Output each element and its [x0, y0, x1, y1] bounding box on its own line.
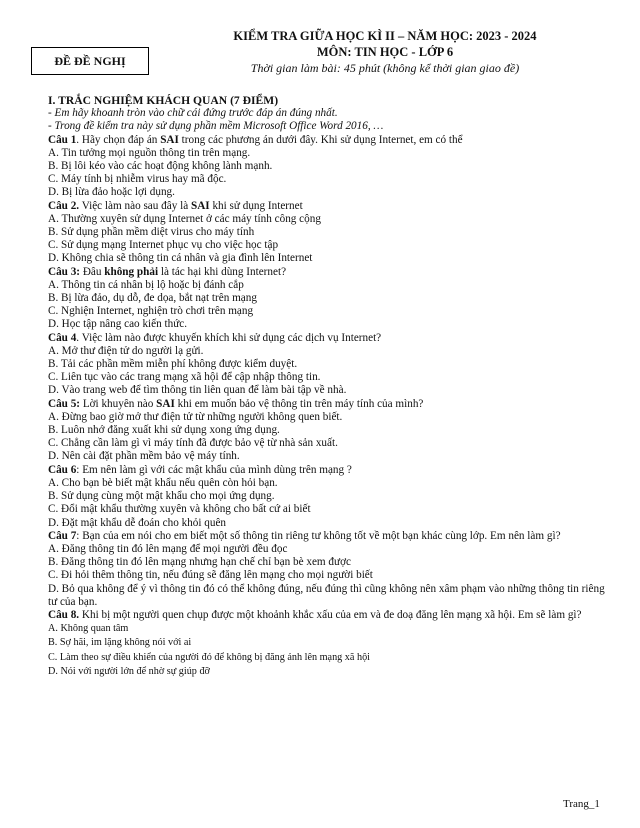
exam-content	[48, 94, 608, 679]
question-text-tail: trong các phương án dưới đây. Khi sử dụng Internet, em có thể	[178, 133, 463, 146]
answer-option: D. Nói với người lớn để nhờ sự giúp đỡ	[48, 665, 210, 677]
question-stem	[48, 464, 608, 477]
question-block	[48, 134, 608, 200]
question-block	[48, 398, 608, 464]
answer-option: D. Đặt mật khẩu dễ đoán cho khỏi quên	[48, 516, 227, 529]
answer-option: B. Luôn nhớ đăng xuất khi sử dụng xong ứng dụng.	[48, 424, 280, 437]
question-block	[48, 200, 608, 266]
question-separator: :	[76, 529, 80, 542]
answer-option: D. Không chia sẽ thông tin cá nhân và gia đình lên Internet	[48, 252, 313, 265]
proposal-badge: ĐỀ ĐỀ NGHỊ	[31, 47, 149, 75]
exam-title: KIỂM TRA GIỮA HỌC KÌ II – NĂM HỌC: 2023 - 2024	[233, 29, 537, 43]
question-label: Câu 3:	[48, 265, 81, 278]
question-stem	[48, 200, 608, 213]
question-text: Lời khuyên nào	[80, 397, 157, 410]
answer-option: C. Nghiện Internet, nghiện trò chơi trên mạng	[48, 305, 254, 318]
exam-time: Thời gian làm bài: 45 phút (không kể thời gian giao đề)	[250, 61, 520, 75]
answer-option: A. Đăng thông tin đó lên mạng để mọi người đều đọc	[48, 542, 288, 555]
answer-option: A. Tin tưởng mọi nguồn thông tin trên mạng.	[48, 146, 251, 159]
question-text-tail: khi em muốn bảo vệ thông tin trên máy tính của mình?	[174, 397, 424, 410]
answer-option: A. Mở thư điện tử do người lạ gửi.	[48, 344, 204, 357]
answer-option: C. Làm theo sự điều khiển của người đó để không bị đăng ảnh lên mạng xã hội	[48, 651, 370, 663]
question-stem	[48, 530, 608, 543]
answer-option: B. Sợ hãi, im lặng không nói với ai	[48, 637, 192, 649]
question-block	[48, 530, 608, 609]
answer-option: B. Đăng thông tin đó lên mạng nhưng hạn chế chỉ bạn bè xem được	[48, 556, 351, 569]
answer-option: A. Cho bạn bè biết mật khẩu nếu quên còn hỏi bạn.	[48, 476, 278, 489]
answer-option: B. Bị lôi kéo vào các hoạt động không lành mạnh.	[48, 160, 273, 173]
answer-option: A. Thông tin cá nhân bị lộ hoặc bị đánh cắp	[48, 278, 244, 291]
answer-option: D. Học tập nâng cao kiến thức.	[48, 318, 188, 331]
question-block	[48, 464, 608, 530]
instruction-line: - Trong đề kiểm tra này sử dụng phần mềm Microsoft Office Word 2016, …	[48, 120, 384, 133]
question-block	[48, 609, 608, 679]
question-text: Bạn của em nói cho em biết một số thông tin riêng tư không tốt về một bạn khác cùng lớp. Em nên làm gì?	[79, 529, 561, 542]
question-text: Việc làm nào sau đây là	[79, 199, 191, 212]
question-label: Câu 8.	[48, 608, 80, 621]
question-separator: .	[76, 331, 80, 344]
answer-option: A. Không quan tâm	[48, 623, 129, 635]
answer-option: C. Liên tục vào các trang mạng xã hội để cập nhập thông tin.	[48, 371, 321, 384]
question-stem	[48, 332, 608, 345]
question-emphasis: SAI	[160, 133, 179, 146]
question-label: Câu 7	[48, 529, 77, 542]
question-stem	[48, 134, 608, 147]
question-label: Câu 2.	[48, 199, 80, 212]
answer-option: B. Sử dụng cùng một mật khẩu cho mọi ứng dụng.	[48, 490, 275, 503]
answer-option: D. Vào trang web để tìm thông tin liên quan để làm bài tập về nhà.	[48, 384, 347, 397]
question-block	[48, 332, 608, 398]
question-stem	[48, 609, 608, 622]
answer-option: A. Thường xuyên sử dụng Internet ở các máy tính công cộng	[48, 212, 321, 225]
question-separator: .	[76, 133, 80, 146]
question-emphasis: SAI	[156, 397, 175, 410]
question-text: Việc làm nào được khuyến khích khi sử dụng các dịch vụ Internet?	[79, 331, 382, 344]
instruction-line: - Em hãy khoanh tròn vào chữ cái đứng trước đáp án đúng nhất.	[48, 107, 338, 120]
question-text: Đâu	[80, 265, 105, 278]
question-text: Em nên làm gì với các mật khẩu của mình dùng trên mạng ?	[79, 463, 352, 476]
question-emphasis: SAI	[190, 199, 210, 212]
answer-option: C. Máy tính bị nhiễm virus hay mã độc.	[48, 173, 227, 186]
question-text: Khi bị một người quen chụp được một khoảnh khắc xấu của em và đe doạ đăng lên mạng xã hội. Em sẽ làm gì?	[79, 608, 582, 621]
question-label: Câu 1	[48, 133, 77, 146]
section-title: I. TRẮC NGHIỆM KHÁCH QUAN (7 ĐIỂM)	[48, 94, 279, 107]
question-emphasis: không phải	[104, 265, 159, 278]
question-text: Hãy chọn đáp án	[79, 133, 161, 146]
question-label: Câu 4	[48, 331, 77, 344]
answer-option: D. Bỏ qua không để ý vì thông tin đó có thể không đúng, nếu đúng thì cũng không nên xâm phạm vào những thông tin riêng tư của bạn.	[48, 582, 605, 608]
answer-option: A. Đừng bao giờ mở thư điện tử từ những người không quen biết.	[48, 410, 343, 423]
question-block	[48, 266, 608, 332]
answer-option: C. Chẳng cần làm gì vì máy tính đã được bảo vệ từ nhà sản xuất.	[48, 437, 338, 450]
answer-option: C. Sử dụng mạng Internet phục vụ cho việc học tập	[48, 239, 279, 252]
question-text-tail: là tác hại khi dùng Internet?	[158, 265, 287, 278]
question-separator: :	[76, 463, 80, 476]
answer-option: C. Đi hỏi thêm thông tin, nếu đúng sẽ đăng lên mạng cho mọi người biết	[48, 569, 373, 582]
question-label: Câu 5:	[48, 397, 81, 410]
answer-option: D. Nên cài đặt phần mềm bảo vệ máy tính.	[48, 450, 240, 463]
answer-option: D. Bị lừa đảo hoặc lợi dụng.	[48, 186, 175, 199]
exam-subject: MÔN: TIN HỌC - LỚP 6	[316, 45, 454, 59]
question-label: Câu 6	[48, 463, 77, 476]
exam-header	[150, 28, 620, 76]
question-stem	[48, 266, 608, 279]
question-stem	[48, 398, 608, 411]
question-text-tail: khi sử dụng Internet	[209, 199, 303, 212]
answer-option: B. Sử dụng phần mềm diệt virus cho máy tính	[48, 226, 255, 239]
answer-option: B. Tải các phần mềm miễn phí không được kiểm duyệt.	[48, 358, 298, 371]
page-number: Trang_1	[563, 798, 600, 810]
answer-option: C. Đổi mật khẩu thường xuyên và không cho bất cứ ai biết	[48, 503, 311, 516]
question-list	[48, 134, 608, 679]
answer-option: B. Bị lừa đảo, dụ dỗ, đe dọa, bắt nạt trên mạng	[48, 292, 257, 305]
